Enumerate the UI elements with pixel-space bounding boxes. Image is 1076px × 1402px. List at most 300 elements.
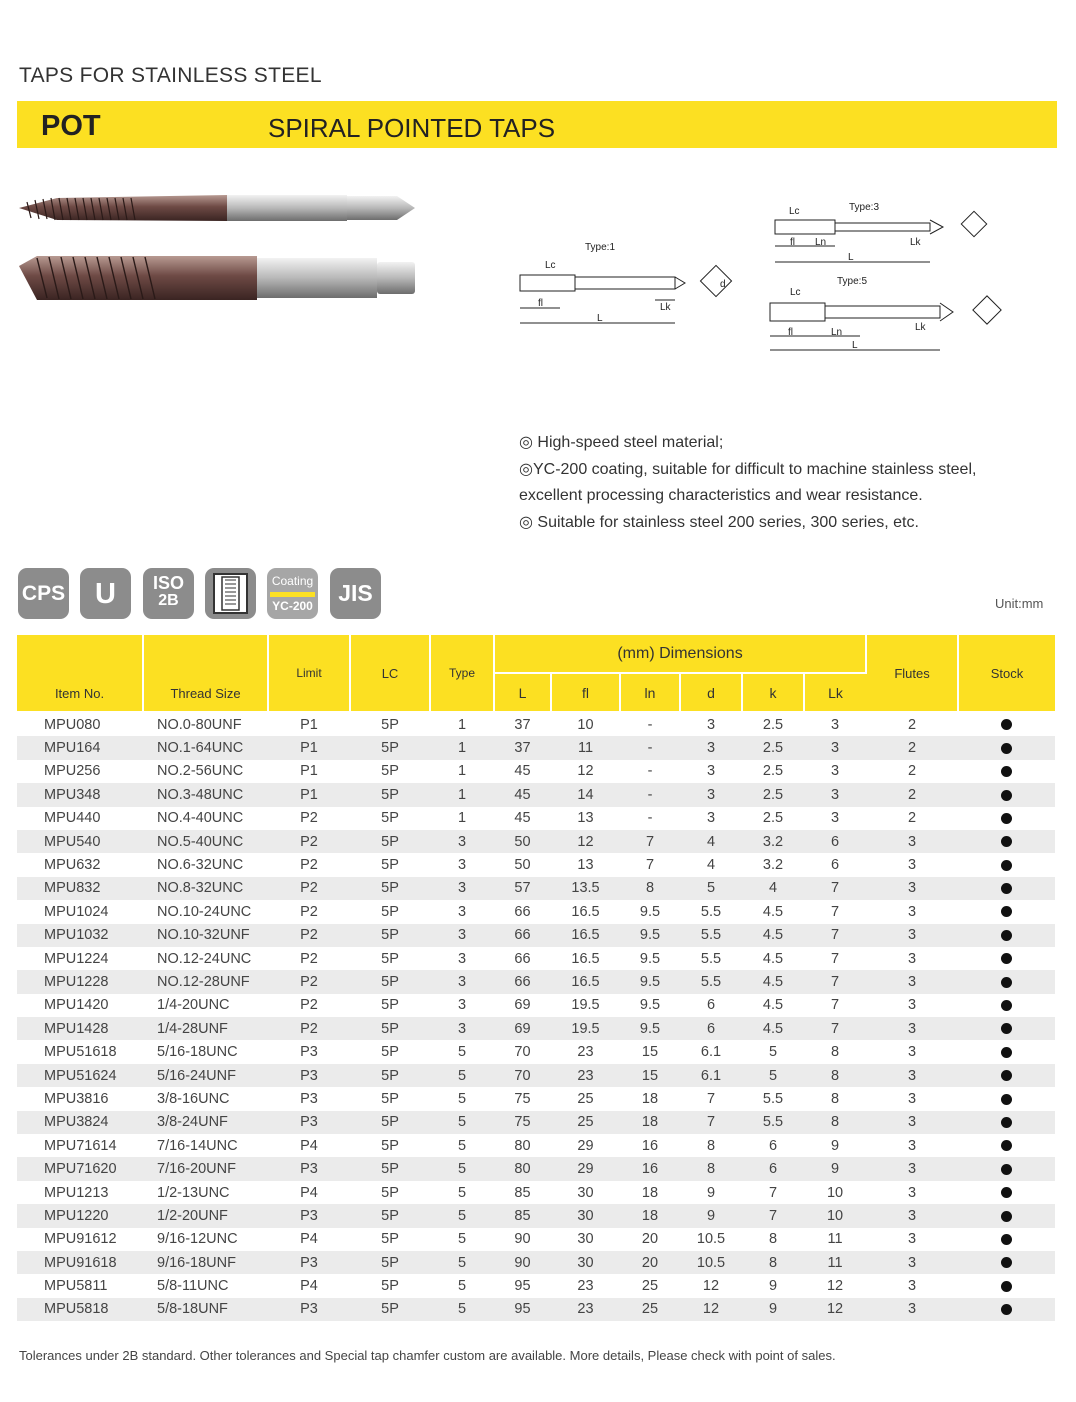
in-stock-dot-icon bbox=[1001, 953, 1012, 964]
cell-thread-size: 1/2-13UNC bbox=[157, 1184, 230, 1201]
cell-flutes: 3 bbox=[907, 857, 917, 874]
cell-d: 9 bbox=[680, 1204, 742, 1227]
cell-l: 75 bbox=[514, 1090, 531, 1107]
cell-flutes: 2 bbox=[907, 810, 917, 827]
cell-type: 5 bbox=[457, 1137, 467, 1154]
cell-lc: 5P bbox=[350, 924, 430, 947]
cell-stock bbox=[958, 712, 1055, 736]
in-stock-dot-icon bbox=[1001, 1047, 1012, 1058]
type5-drawing bbox=[770, 296, 1001, 350]
cell-item-no: MPU3824 bbox=[17, 1111, 143, 1134]
table-row bbox=[17, 900, 1055, 923]
cell-ln: 16 bbox=[641, 1137, 659, 1154]
cell-ln: 9.5 bbox=[639, 950, 661, 967]
cell-lk: 7 bbox=[804, 970, 866, 993]
cell-k: 6 bbox=[768, 1137, 778, 1154]
cell-thread-size: NO.12-28UNF bbox=[143, 970, 268, 993]
cell-d: 6 bbox=[680, 1017, 742, 1040]
cell-stock bbox=[958, 1298, 1055, 1321]
cell-k: 2.5 bbox=[742, 736, 804, 759]
cell-l: 95 bbox=[514, 1278, 531, 1295]
cell-limit: P2 bbox=[300, 810, 318, 827]
cell-stock bbox=[958, 1040, 1055, 1063]
cell-item-no: MPU164 bbox=[17, 736, 143, 759]
cell-l: 37 bbox=[494, 736, 551, 759]
cell-type: 3 bbox=[430, 970, 494, 993]
cell-lk: 12 bbox=[804, 1298, 866, 1321]
cell-item-no: MPU1224 bbox=[44, 950, 109, 967]
cell-lk: 3 bbox=[830, 716, 840, 733]
cell-stock bbox=[958, 1251, 1055, 1274]
in-stock-dot-icon bbox=[1001, 1211, 1012, 1222]
cell-stock bbox=[958, 1087, 1055, 1110]
cell-k: 6 bbox=[742, 1157, 804, 1180]
cell-type: 3 bbox=[430, 877, 494, 900]
header-item-no: Item No. bbox=[17, 635, 143, 712]
cell-item-no: MPU5811 bbox=[44, 1278, 108, 1295]
type3-label: Type:3 bbox=[849, 202, 880, 213]
cell-flutes: 3 bbox=[907, 950, 917, 967]
table-row bbox=[17, 1251, 1055, 1274]
cell-ln: 18 bbox=[641, 1090, 659, 1107]
cell-thread-size: NO.6-32UNC bbox=[157, 857, 244, 874]
cell-k: 4.5 bbox=[762, 950, 784, 967]
cell-lk: 12 bbox=[826, 1278, 844, 1295]
cell-ln: 8 bbox=[620, 877, 680, 900]
cell-l: 50 bbox=[514, 857, 531, 874]
small-tap-image bbox=[19, 195, 415, 221]
cell-fl: 16.5 bbox=[551, 970, 620, 993]
cell-fl: 14 bbox=[551, 783, 620, 806]
cell-stock bbox=[958, 947, 1055, 970]
cell-d: 6 bbox=[706, 997, 716, 1014]
cell-ln: 7 bbox=[620, 830, 680, 853]
table-row bbox=[17, 853, 1055, 876]
cell-item-no: MPU3816 bbox=[44, 1090, 109, 1107]
cell-fl: 16.5 bbox=[571, 950, 600, 967]
table-row bbox=[17, 1157, 1055, 1180]
cell-limit: P2 bbox=[268, 830, 350, 853]
cell-ln: - bbox=[647, 716, 653, 733]
feature-item: ◎ Suitable for stainless steel 200 series, 300 series, etc. bbox=[519, 513, 919, 531]
cell-lc: 5P bbox=[381, 1090, 399, 1107]
cell-stock bbox=[958, 1228, 1055, 1251]
type3-fl: fl bbox=[790, 237, 795, 248]
cell-type: 1 bbox=[430, 783, 494, 806]
type1-label: Type:1 bbox=[585, 242, 616, 253]
type5-fl: fl bbox=[788, 327, 793, 338]
cell-item-no: MPU91618 bbox=[17, 1251, 143, 1274]
cell-flutes: 3 bbox=[866, 1204, 958, 1227]
cell-lc: 5P bbox=[381, 716, 399, 733]
cell-flutes: 3 bbox=[866, 970, 958, 993]
cell-stock bbox=[958, 1274, 1055, 1297]
cell-type: 1 bbox=[457, 716, 467, 733]
cell-d: 8 bbox=[680, 1157, 742, 1180]
cell-d: 6.1 bbox=[680, 1064, 742, 1087]
cell-lc: 5P bbox=[381, 1137, 399, 1154]
large-tap-image bbox=[19, 256, 415, 300]
cell-limit: P1 bbox=[268, 783, 350, 806]
type1-d: d bbox=[720, 279, 726, 290]
cell-lk: 6 bbox=[830, 857, 840, 874]
cell-d: 3 bbox=[680, 736, 742, 759]
cell-limit: P2 bbox=[268, 924, 350, 947]
cell-stock bbox=[958, 1157, 1055, 1180]
cell-fl: 30 bbox=[577, 1231, 594, 1248]
cell-type: 5 bbox=[457, 1231, 467, 1248]
cell-fl: 23 bbox=[577, 1278, 594, 1295]
cell-k: 2.5 bbox=[762, 716, 784, 733]
cell-type: 5 bbox=[430, 1204, 494, 1227]
feature-item: ◎ High-speed steel material; bbox=[519, 434, 724, 451]
in-stock-dot-icon bbox=[1001, 930, 1012, 941]
cell-limit: P4 bbox=[300, 1231, 318, 1248]
cell-type: 3 bbox=[430, 924, 494, 947]
cell-d: 3 bbox=[706, 810, 716, 827]
type3-lk: Lk bbox=[910, 237, 921, 248]
cell-k: 4 bbox=[742, 877, 804, 900]
table-row bbox=[17, 1087, 1055, 1110]
u-badge: U bbox=[80, 568, 131, 619]
cell-ln: 9.5 bbox=[620, 1017, 680, 1040]
cell-fl: 13 bbox=[577, 857, 594, 874]
cell-stock bbox=[958, 900, 1055, 923]
cell-d: 5.5 bbox=[680, 924, 742, 947]
cell-fl: 30 bbox=[577, 1184, 594, 1201]
cell-k: 4.5 bbox=[742, 970, 804, 993]
type1-l: L bbox=[597, 313, 603, 324]
cell-l: 66 bbox=[514, 903, 531, 920]
cell-lk: 9 bbox=[804, 1157, 866, 1180]
cell-lk: 8 bbox=[804, 1064, 866, 1087]
table-row bbox=[17, 1181, 1055, 1204]
cell-lc: 5P bbox=[350, 1017, 430, 1040]
cell-l: 90 bbox=[514, 1231, 531, 1248]
cell-lk: 3 bbox=[804, 783, 866, 806]
spec-table bbox=[17, 635, 1055, 1321]
cell-lc: 5P bbox=[381, 1184, 399, 1201]
cell-flutes: 3 bbox=[907, 1184, 917, 1201]
cell-item-no: MPU1428 bbox=[17, 1017, 143, 1040]
table-row bbox=[17, 712, 1055, 736]
cell-lk: 8 bbox=[804, 1111, 866, 1134]
cell-limit: P4 bbox=[300, 1278, 318, 1295]
cell-thread-size: NO.1-64UNC bbox=[143, 736, 268, 759]
cell-l: 69 bbox=[514, 997, 531, 1014]
feature-item: ◎YC-200 coating, suitable for difficult to machine stainless steel, bbox=[519, 460, 977, 478]
cell-thread-size: NO.12-24UNC bbox=[157, 950, 252, 967]
cell-flutes: 3 bbox=[866, 877, 958, 900]
cell-lk: 7 bbox=[804, 924, 866, 947]
cell-limit: P2 bbox=[300, 903, 318, 920]
cell-d: 4 bbox=[706, 857, 716, 874]
header-limit: Limit bbox=[268, 635, 350, 712]
cell-l: 66 bbox=[494, 924, 551, 947]
cell-ln: 18 bbox=[620, 1111, 680, 1134]
type5-lk: Lk bbox=[915, 322, 926, 333]
in-stock-dot-icon bbox=[1001, 813, 1012, 824]
cell-lc: 5P bbox=[350, 783, 430, 806]
cell-l: 70 bbox=[494, 1064, 551, 1087]
thread-profile-icon bbox=[205, 568, 256, 619]
cell-item-no: MPU1024 bbox=[44, 903, 109, 920]
cell-k: 4.5 bbox=[762, 997, 784, 1014]
cell-l: 85 bbox=[494, 1204, 551, 1227]
cell-k: 4.5 bbox=[742, 1017, 804, 1040]
cell-lk: 7 bbox=[804, 877, 866, 900]
spec-table-body bbox=[17, 712, 1055, 1321]
cell-l: 75 bbox=[494, 1111, 551, 1134]
table-row bbox=[17, 994, 1055, 1017]
cell-k: 4.5 bbox=[742, 924, 804, 947]
in-stock-dot-icon bbox=[1001, 977, 1012, 988]
type3-l: L bbox=[848, 252, 854, 263]
cell-item-no: MPU1032 bbox=[17, 924, 143, 947]
cell-item-no: MPU832 bbox=[17, 877, 143, 900]
cell-stock bbox=[958, 783, 1055, 806]
header-d: d bbox=[680, 673, 742, 712]
cell-thread-size: NO.8-32UNC bbox=[143, 877, 268, 900]
header-fl: fl bbox=[551, 673, 620, 712]
type5-l: L bbox=[852, 340, 858, 351]
table-row bbox=[17, 736, 1055, 759]
table-row bbox=[17, 830, 1055, 853]
cell-d: 4 bbox=[680, 830, 742, 853]
cell-l: 66 bbox=[494, 970, 551, 993]
cell-ln: 18 bbox=[620, 1204, 680, 1227]
cell-d: 3 bbox=[680, 783, 742, 806]
cell-k: 3.2 bbox=[762, 857, 784, 874]
cell-ln: - bbox=[647, 763, 653, 780]
cell-l: 85 bbox=[514, 1184, 531, 1201]
cell-k: 4.5 bbox=[762, 903, 784, 920]
table-row bbox=[17, 877, 1055, 900]
product-subtitle: SPIRAL POINTED TAPS bbox=[268, 113, 556, 143]
cell-fl: 19.5 bbox=[571, 997, 600, 1014]
cell-limit: P3 bbox=[300, 1044, 318, 1061]
type3-ln: Ln bbox=[815, 237, 827, 248]
header-lk: Lk bbox=[804, 673, 866, 712]
cell-type: 5 bbox=[430, 1251, 494, 1274]
cell-lc: 5P bbox=[381, 810, 399, 827]
cell-item-no: MPU540 bbox=[17, 830, 143, 853]
cell-lk: 3 bbox=[804, 736, 866, 759]
cell-fl: 10 bbox=[577, 716, 594, 733]
header-lc: LC bbox=[350, 635, 430, 712]
cell-type: 5 bbox=[430, 1298, 494, 1321]
table-row bbox=[17, 1134, 1055, 1157]
header-ln: ln bbox=[620, 673, 680, 712]
cell-l: 90 bbox=[494, 1251, 551, 1274]
cell-ln: 9.5 bbox=[639, 997, 661, 1014]
table-row bbox=[17, 783, 1055, 806]
cell-thread-size: 7/16-14UNC bbox=[157, 1137, 238, 1154]
cell-limit: P3 bbox=[268, 1157, 350, 1180]
cell-lc: 5P bbox=[381, 857, 399, 874]
cell-type: 5 bbox=[430, 1111, 494, 1134]
in-stock-dot-icon bbox=[1001, 836, 1012, 847]
table-row bbox=[17, 1274, 1055, 1297]
cell-limit: P3 bbox=[268, 1251, 350, 1274]
cell-lc: 5P bbox=[381, 1278, 399, 1295]
header-stock: Stock bbox=[958, 635, 1055, 712]
cell-fl: 23 bbox=[577, 1044, 594, 1061]
cell-ln: 16 bbox=[620, 1157, 680, 1180]
cell-limit: P2 bbox=[268, 1017, 350, 1040]
iso-badge: ISO 2B bbox=[143, 568, 194, 619]
cell-item-no: MPU5818 bbox=[17, 1298, 143, 1321]
cell-d: 12 bbox=[702, 1278, 720, 1295]
cell-flutes: 3 bbox=[907, 1137, 917, 1154]
cell-type: 3 bbox=[457, 903, 467, 920]
cell-ln: - bbox=[620, 736, 680, 759]
unit-label: Unit:mm bbox=[995, 596, 1044, 611]
coating-stripe bbox=[270, 592, 315, 597]
cell-l: 95 bbox=[494, 1298, 551, 1321]
cell-stock bbox=[958, 1204, 1055, 1227]
cell-d: 5.5 bbox=[700, 903, 722, 920]
cell-stock bbox=[958, 830, 1055, 853]
in-stock-dot-icon bbox=[1001, 1164, 1012, 1175]
cell-stock bbox=[958, 994, 1055, 1017]
table-row bbox=[17, 1040, 1055, 1063]
cell-lk: 8 bbox=[830, 1044, 840, 1061]
cell-limit: P2 bbox=[268, 877, 350, 900]
cell-d: 3 bbox=[706, 763, 716, 780]
table-row bbox=[17, 947, 1055, 970]
cell-ln: 18 bbox=[641, 1184, 659, 1201]
cell-lc: 5P bbox=[350, 736, 430, 759]
cell-thread-size: 7/16-20UNF bbox=[143, 1157, 268, 1180]
cell-stock bbox=[958, 1134, 1055, 1157]
cell-lc: 5P bbox=[350, 1298, 430, 1321]
technical-drawings bbox=[505, 190, 1065, 365]
cell-l: 66 bbox=[514, 950, 531, 967]
footnote: Tolerances under 2B standard. Other tolerances and Special tap chamfer custom are available. More details, Please check with point of sales. bbox=[19, 1348, 836, 1363]
table-row bbox=[17, 807, 1055, 830]
type5-label: Type:5 bbox=[837, 276, 868, 287]
cell-k: 5.5 bbox=[742, 1111, 804, 1134]
cell-lk: 7 bbox=[804, 1017, 866, 1040]
cell-thread-size: NO.2-56UNC bbox=[157, 763, 244, 780]
feature-item: excellent processing characteristics and wear resistance. bbox=[519, 487, 923, 504]
cell-k: 7 bbox=[742, 1204, 804, 1227]
cell-lc: 5P bbox=[350, 1251, 430, 1274]
cell-d: 8 bbox=[706, 1137, 716, 1154]
in-stock-dot-icon bbox=[1001, 790, 1012, 801]
title-band bbox=[17, 101, 1057, 148]
cell-stock bbox=[958, 877, 1055, 900]
cell-k: 8 bbox=[768, 1231, 778, 1248]
cell-d: 6.1 bbox=[700, 1044, 722, 1061]
cell-limit: P2 bbox=[300, 857, 318, 874]
cell-lc: 5P bbox=[381, 950, 399, 967]
cell-k: 7 bbox=[768, 1184, 778, 1201]
table-row bbox=[17, 1298, 1055, 1321]
cell-limit: P3 bbox=[268, 1298, 350, 1321]
cell-type: 3 bbox=[457, 997, 467, 1014]
cell-ln: 7 bbox=[645, 857, 655, 874]
type5-ln: Ln bbox=[831, 327, 843, 338]
cell-flutes: 3 bbox=[866, 830, 958, 853]
type1-drawing bbox=[520, 265, 732, 323]
cell-thread-size: NO.3-48UNC bbox=[143, 783, 268, 806]
cell-fl: 23 bbox=[551, 1298, 620, 1321]
cell-l: 69 bbox=[494, 1017, 551, 1040]
cell-d: 5.5 bbox=[700, 950, 722, 967]
cell-thread-size: NO.0-80UNF bbox=[157, 716, 242, 733]
cell-type: 3 bbox=[430, 830, 494, 853]
cell-item-no: MPU51624 bbox=[17, 1064, 143, 1087]
cell-ln: 9.5 bbox=[620, 970, 680, 993]
cell-flutes: 3 bbox=[907, 1044, 917, 1061]
cell-lc: 5P bbox=[350, 1157, 430, 1180]
in-stock-dot-icon bbox=[1001, 883, 1012, 894]
cell-limit: P4 bbox=[300, 1137, 318, 1154]
cell-stock bbox=[958, 736, 1055, 759]
feature-list bbox=[519, 430, 976, 536]
cell-type: 3 bbox=[457, 857, 467, 874]
cell-lc: 5P bbox=[381, 997, 399, 1014]
type1-lk: Lk bbox=[660, 302, 671, 313]
cell-stock bbox=[958, 970, 1055, 993]
cell-thread-size: 5/16-24UNF bbox=[143, 1064, 268, 1087]
in-stock-dot-icon bbox=[1001, 766, 1012, 777]
cell-flutes: 3 bbox=[907, 1231, 917, 1248]
in-stock-dot-icon bbox=[1001, 1257, 1012, 1268]
cell-item-no: MPU1228 bbox=[17, 970, 143, 993]
cell-fl: 29 bbox=[551, 1157, 620, 1180]
cell-l: 50 bbox=[494, 830, 551, 853]
cell-lk: 3 bbox=[830, 810, 840, 827]
section-label: TAPS FOR STAINLESS STEEL bbox=[19, 64, 322, 87]
cell-item-no: MPU71614 bbox=[44, 1137, 117, 1154]
table-row bbox=[17, 1064, 1055, 1087]
cell-lk: 11 bbox=[827, 1231, 843, 1248]
cell-fl: 11 bbox=[551, 736, 620, 759]
cell-type: 5 bbox=[457, 1278, 467, 1295]
in-stock-dot-icon bbox=[1001, 719, 1012, 730]
cell-lc: 5P bbox=[350, 830, 430, 853]
cell-type: 5 bbox=[430, 1157, 494, 1180]
in-stock-dot-icon bbox=[1001, 1187, 1012, 1198]
cell-thread-size: 1/4-28UNF bbox=[143, 1017, 268, 1040]
cell-lc: 5P bbox=[350, 1204, 430, 1227]
cell-ln: 20 bbox=[641, 1231, 659, 1248]
cell-fl: 25 bbox=[577, 1090, 594, 1107]
cell-thread-size: 3/8-24UNF bbox=[143, 1111, 268, 1134]
cell-lc: 5P bbox=[350, 1111, 430, 1134]
cps-badge: CPS bbox=[18, 568, 69, 619]
cell-fl: 29 bbox=[577, 1137, 594, 1154]
header-dimensions: (mm) Dimensions bbox=[494, 635, 866, 673]
cell-d: 5.5 bbox=[680, 970, 742, 993]
cell-stock bbox=[958, 1064, 1055, 1087]
cell-stock bbox=[958, 807, 1055, 830]
cell-thread-size: 1/2-20UNF bbox=[143, 1204, 268, 1227]
cell-item-no: MPU440 bbox=[44, 810, 101, 827]
cell-flutes: 2 bbox=[907, 716, 917, 733]
cell-type: 5 bbox=[457, 1090, 467, 1107]
type1-lc: Lc bbox=[545, 260, 556, 271]
cell-type: 5 bbox=[457, 1044, 467, 1061]
cell-k: 8 bbox=[742, 1251, 804, 1274]
table-row bbox=[17, 760, 1055, 783]
cell-fl: 23 bbox=[551, 1064, 620, 1087]
in-stock-dot-icon bbox=[1001, 1117, 1012, 1128]
cell-type: 5 bbox=[457, 1184, 467, 1201]
